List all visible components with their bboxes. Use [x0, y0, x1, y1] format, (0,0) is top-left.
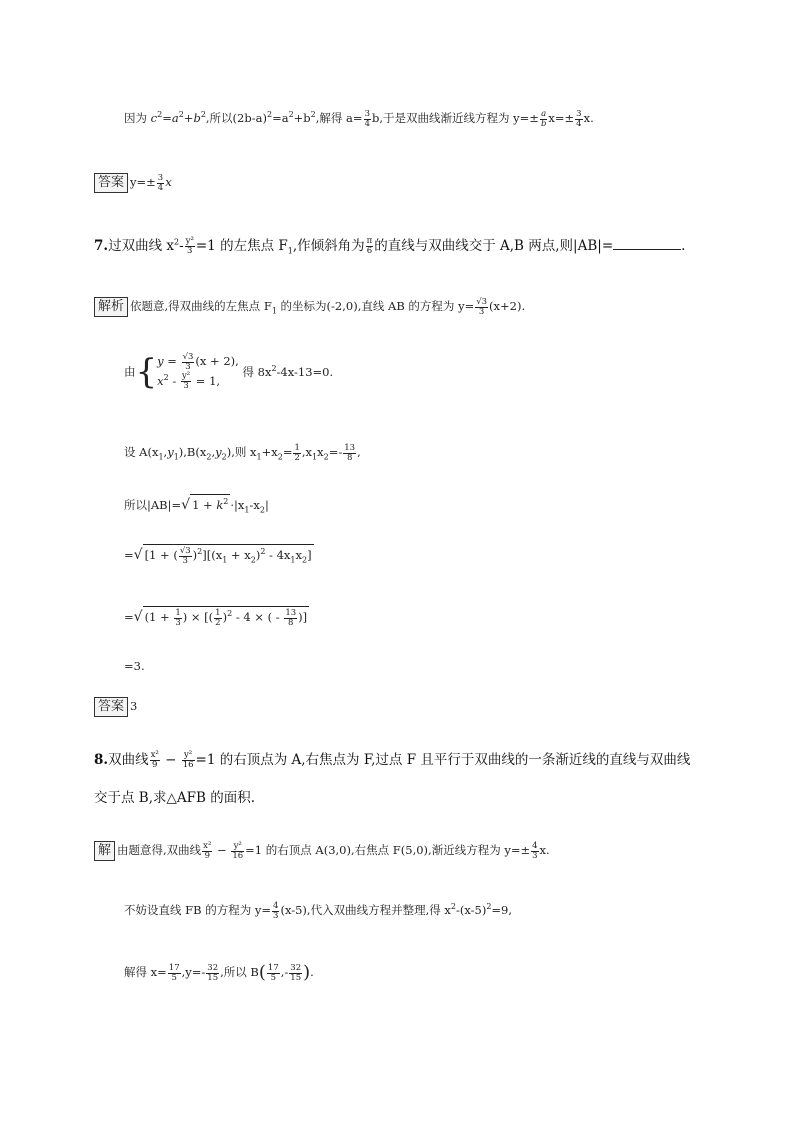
text: ,解得 a= [315, 111, 363, 125]
text: . [681, 238, 686, 254]
q7-eq1: =√ [1 + ( $\frac{√3}{3}$ )$^2][(x_1 + x_2)^2 - 4x_1x_2]$ [124, 545, 312, 566]
text: = [282, 445, 293, 459]
text: 的坐标为(-2,0),直线 AB 的方程为 y= [276, 299, 475, 313]
text: =1 的右顶点 A(3,0),右焦点 F(5,0),渐近线方程为 y=± [245, 843, 531, 857]
text: ,所以 B [220, 965, 259, 979]
text: 解得 x= [124, 965, 167, 979]
q6-answer: 答案 y=± $\frac{3}{4}$ x [94, 172, 172, 193]
text: , [357, 445, 361, 459]
text: 的直线与双曲线交于 A,B 两点,则|AB|= [374, 238, 614, 254]
solve-tag: 解 [94, 841, 115, 861]
q8-question-line1: 8.双曲线 $\frac{\text{x²}}{9}$ − $\frac{\text{y²}}{16}$ =1 的右顶点为 A,右焦点为 F,过点 F 且平行于双曲线的一条渐近线的直线与双曲线 [94, 750, 691, 770]
question-number: 7. [94, 238, 109, 254]
text: -x [249, 498, 260, 512]
q7-analysis: 解析 依题意,得双曲线的左焦点 $F_1$ 的坐标为(-2,0),直线 AB 的方程为 y= $\frac{√3}{3}$ (x+2). [94, 296, 525, 317]
text: ,所以(2b-a) [205, 111, 267, 125]
text: 得 8x [238, 364, 272, 379]
analysis-tag: 解析 [94, 297, 128, 317]
brace: { [135, 351, 158, 392]
text: x. [583, 111, 594, 125]
q7-set: 设 $A(x_1,y_1),B(x_2,y_2)$,则 $x_1+x_2=$ $\frac{1}{2}$ $,x_1x_2=-$ $\frac{13}{8}$ , [124, 442, 361, 463]
fraction: $\frac{\text{y²}}{3}$ [185, 236, 194, 256]
text: =- [328, 445, 343, 459]
text: -4x-13=0. [276, 364, 334, 379]
answer-tag: 答案 [94, 173, 128, 193]
fraction: $\frac{\text{y²}}{16}$ [182, 750, 194, 770]
text: | [264, 498, 269, 512]
answer-blank [613, 237, 681, 250]
answer-text: y=± [130, 175, 156, 189]
text: . [310, 965, 314, 979]
q8-question-line2: 交于点 B,求△AFB 的面积. [94, 790, 256, 806]
text: 不妨设直线 FB 的方程为 y= [124, 903, 272, 917]
fraction: $\frac{4}{3}$ [273, 900, 279, 921]
answer-text: 3 [130, 699, 138, 713]
q8-solution-line2: 不妨设直线 FB 的方程为 y= $\frac{4}{3}$ (x-5),代入双曲线方程并整理,得 $x^2-(x-5)^2=9$, [124, 900, 513, 921]
fraction: $\frac{4}{3}$ [532, 840, 538, 861]
q7-answer [94, 696, 137, 717]
text: (x+2). [489, 299, 526, 313]
text: x=± [548, 111, 575, 125]
fraction: $\frac{\pi}{6}$ [366, 236, 373, 256]
text: +b [293, 111, 311, 125]
text: 因为 [124, 111, 151, 125]
text: 过双曲线 x [108, 238, 174, 254]
text: = 1, [192, 373, 221, 388]
q8-solution-line3: 解得 x= $\frac{17}{5}$ ,y=- $\frac{32}{15}$ ,所以 B( $\frac{17}{5}$ ,- $\frac{32}{15}$ ). [124, 962, 314, 983]
text: 所以|AB|= [124, 498, 182, 512]
fraction: $\frac{1}{2}$ [294, 442, 300, 463]
text: 依题意,得双曲线的左焦点 F [130, 299, 272, 313]
fraction: $\frac{32}{15}$ [207, 962, 219, 983]
fraction: $\frac{\text{x²}}{9}$ [150, 750, 159, 770]
text: x. [539, 843, 550, 857]
fraction: $\frac{3}{4}$ [364, 108, 370, 129]
fraction: $\frac{a}{b}$ [540, 108, 547, 129]
text: (x + 2), [195, 354, 239, 368]
equation-system: y = $\frac{√3}{3}$ (x + 2), $x^2$ - $\frac{\text{y²}}{3}$ = 1, [157, 351, 239, 391]
fraction: $\frac{3}{4}$ [576, 108, 582, 129]
q6-solution-line: 因为 $c^2=a^2+b^2$,所以$(2b-a)^2=a^2+b^2$,解得 a= $\frac{3}{4}$ b,于是双曲线渐近线方程为 y=± $\frac{a}{b}$ x=± $\frac{3}{4}$ x. [124, 108, 594, 129]
text: (x-5),代入双曲线方程并整理,得 x [280, 903, 451, 917]
text: ,作倾斜角为 [292, 238, 365, 254]
q8-solution-line1: 解 由题意得,双曲线 $\frac{\text{x²}}{9}$ − $\frac{\text{y²}}{16}$ =1 的右顶点 A(3,0),右焦点 F(5,0),渐近线方程为 y=± $\frac{4}{3}$ x. [94, 840, 550, 861]
text: ),B(x [178, 445, 207, 459]
text: ,y=- [181, 965, 206, 979]
text: ),则 x [226, 445, 257, 459]
question-number: 8. [94, 752, 109, 768]
q7-question: 7.过双曲线 $x^2-$ $\frac{\text{y²}}{3}$ =1 的左焦点 $F_1$,作倾斜角为 $\frac{\pi}{6}$ 的直线与双曲线交于 A,B 两点,则|AB|= . [94, 236, 686, 256]
text: 设 A(x [124, 445, 159, 459]
text: ,x [301, 445, 313, 459]
text: ·|x [230, 498, 245, 512]
text: b,于是双曲线渐近线方程为 y=± [371, 111, 539, 125]
fraction: $\frac{3}{4}$ [157, 172, 164, 193]
text: -(x-5) [455, 903, 487, 917]
text: = [124, 610, 134, 624]
text: =a [272, 111, 289, 125]
text: 由题意得,双曲线 [117, 843, 202, 857]
text: 双曲线 [108, 752, 149, 768]
text: =1 的左焦点 F [195, 238, 288, 254]
fraction: $\frac{\text{x²}}{9}$ [203, 840, 212, 861]
text: 由 [124, 364, 136, 379]
fraction: $\frac{32}{15}$ [290, 962, 302, 983]
fraction: $\frac{17}{5}$ [168, 962, 180, 983]
text: = [124, 548, 134, 562]
q7-system: 由{ y = $\frac{√3}{3}$ (x + 2), $x^2$ - $\frac{\text{y²}}{3}$ = 1, 得 $8x^2-4x-13=0$. [124, 351, 334, 392]
text: =1 的右顶点为 A,右焦点为 F,过点 F 且平行于双曲线的一条渐近线的直线与双曲线 [195, 752, 691, 768]
fraction: $\frac{17}{5}$ [267, 962, 279, 983]
q7-so: 所以|AB|=√ $1 + k^2 \cdot|x_1-x_2|$ [124, 494, 269, 515]
fraction: $\frac{13}{8}$ [344, 442, 356, 463]
text: =9, [491, 903, 513, 917]
fraction: $\frac{\text{y²}}{16}$ [232, 840, 244, 861]
q7-eq2: =√ (1 + $\frac{1}{3}$ ) × [( $\frac{1}{2}$ )$^2$ - 4 × ( - $\frac{13}{8}$ )] [124, 607, 308, 628]
fraction: $\frac{√3}{3}$ [476, 296, 488, 317]
answer-tag: 答案 [94, 697, 128, 717]
q7-eq3: =3. [124, 659, 145, 673]
